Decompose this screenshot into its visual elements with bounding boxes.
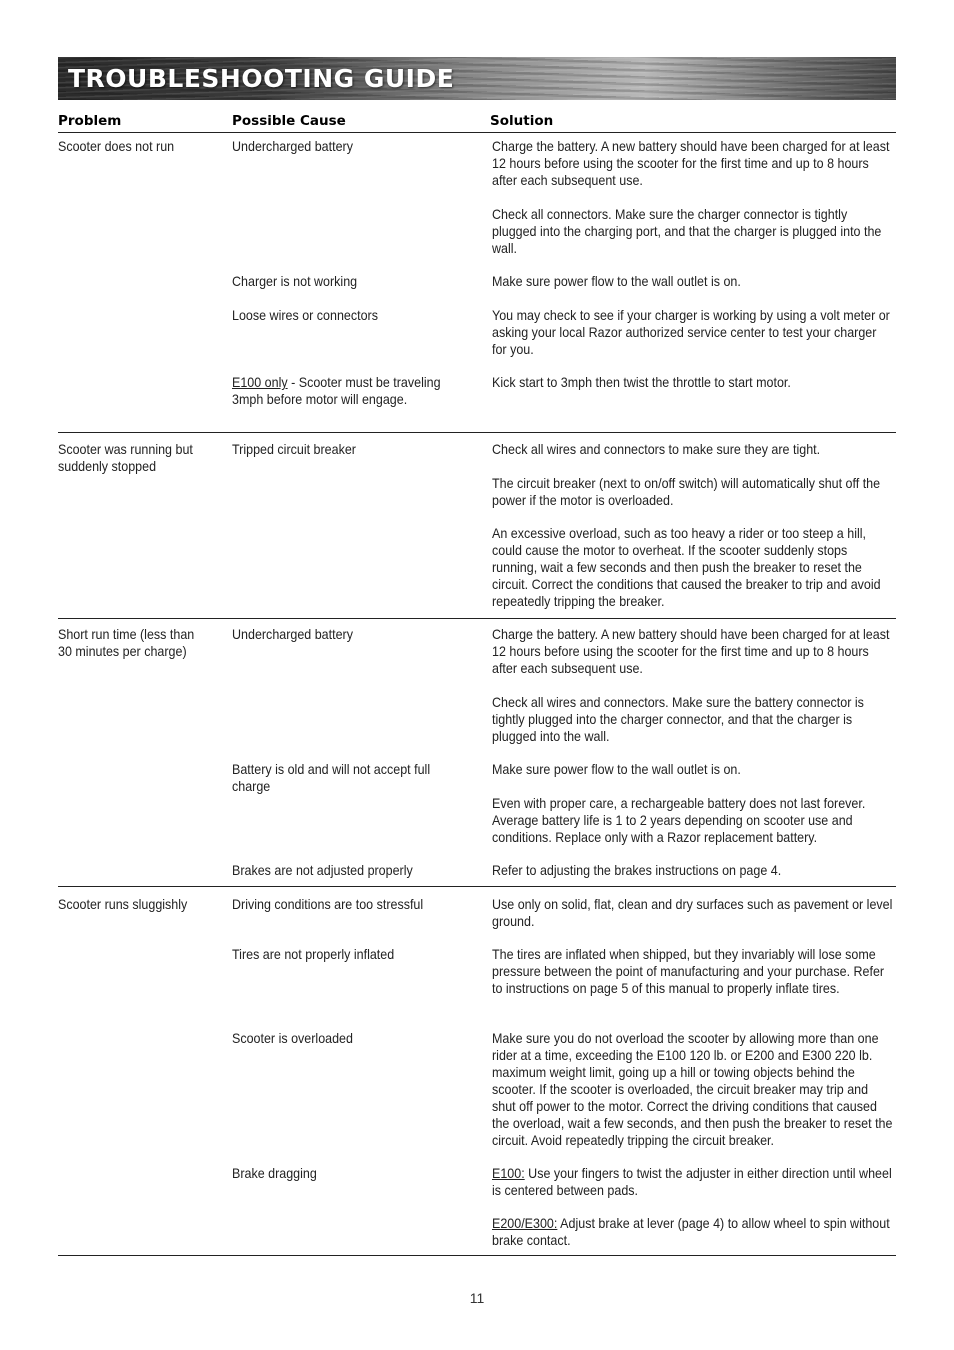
page-title: TROUBLESHOOTING GUIDE [68, 64, 455, 93]
column-header-cause: Possible Cause [232, 113, 346, 129]
row-solution [492, 1215, 893, 1249]
header-divider [58, 132, 896, 133]
row-cause: Undercharged battery [232, 139, 353, 154]
cause-text: - Scooter must be traveling 3mph before motor will engage. [232, 375, 441, 407]
row-divider [58, 886, 896, 887]
row-cause: Loose wires or connectors [232, 308, 378, 323]
row-solution: The circuit breaker (next to on/off switch) will automatically shut off the power if the motor is overloaded. [492, 476, 881, 508]
row-solution: Check all wires and connectors. Make sure the battery connector is tightly plugged into the charger connector, and that the charger is plugged into the wall. [492, 695, 864, 744]
row-solution: Check all connectors. Make sure the charger connector is tightly plugged into the charging port, and that the charger is plugged into the wall. [492, 207, 882, 256]
row-problem: Scooter was running but suddenly stopped [58, 442, 193, 474]
row-solution: Check all wires and connectors to make sure they are tight. [492, 442, 821, 457]
row-solution: The tires are inflated when shipped, but they invariably will lose some pressure between the point of manufacturing and your purchase. Refer to instructions on page 5 of this manual to properly inflate tires. [492, 947, 885, 996]
row-solution: Charge the battery. A new battery should have been charged for at least 12 hours before using the scooter for the first time and up to 8 hours after each subsequent use. [492, 627, 890, 676]
title-banner [58, 57, 896, 100]
row-cause: Scooter is overloaded [232, 1031, 353, 1046]
row-problem: Scooter runs sluggishly [58, 897, 188, 912]
row-cause: Tripped circuit breaker [232, 442, 356, 457]
row-solution: Make sure you do not overload the scooter by allowing more than one rider at a time, exceeding the E100 120 lb. or E200 and E300 220 lb. maximum weight limit, going up a hill or towing objects behind the scooter. If the scooter is overloaded, the circuit breaker may trip and shut off power to the motor. Correct the driving conditions that caused the overload, wait a few seconds, and then push the breaker to reset the circuit. Avoid repeatedly tripping the circuit breaker. [492, 1031, 893, 1148]
row-solution: Refer to adjusting the brakes instructions on page 4. [492, 863, 782, 878]
column-header-solution: Solution [490, 113, 554, 129]
row-problem: Scooter does not run [58, 139, 175, 154]
solution-text: Adjust brake at lever (page 4) to allow wheel to spin without brake contact. [492, 1216, 890, 1248]
row-solution: Make sure power flow to the wall outlet is on. [492, 274, 741, 289]
row-solution: Kick start to 3mph then twist the throttle to start motor. [492, 375, 791, 390]
row-cause: Tires are not properly inflated [232, 947, 395, 962]
row-solution: An excessive overload, such as too heavy a rider or too steep a hill, could cause the motor to overheat. If the scooter suddenly stops running, wait a few seconds and then push the breaker to reset the circuit. Correct the conditions that caused the breaker to trip and avoid repeatedly tripping the breaker. [492, 526, 881, 609]
solution-text: Use your fingers to twist the adjuster in either direction until wheel is centered between pads. [492, 1166, 892, 1198]
row-divider [58, 432, 896, 433]
page-number: 11 [469, 1290, 485, 1306]
row-cause: Battery is old and will not accept full charge [232, 762, 431, 794]
column-header-problem: Problem [58, 113, 122, 129]
row-solution: Charge the battery. A new battery should have been charged for at least 12 hours before using the scooter for the first time and up to 8 hours after each subsequent use. [492, 139, 890, 188]
row-solution: You may check to see if your charger is working by using a volt meter or asking your local Razor authorized service center to test your charger for you. [492, 308, 890, 357]
row-cause: Brake dragging [232, 1166, 317, 1181]
row-cause: Charger is not working [232, 274, 358, 289]
row-solution: Even with proper care, a rechargeable battery does not last forever. Average battery life is 1 to 2 years depending on scooter use and conditions. Replace only with a Razor replacement battery. [492, 796, 866, 845]
model-label: E100 only [232, 375, 288, 390]
row-divider [58, 618, 896, 619]
row-cause: Undercharged battery [232, 627, 353, 642]
row-cause: Brakes are not adjusted properly [232, 863, 413, 878]
row-solution: Use only on solid, flat, clean and dry surfaces such as pavement or level ground. [492, 897, 893, 929]
row-solution [492, 1165, 893, 1199]
row-cause: Driving conditions are too stressful [232, 897, 424, 912]
row-solution: Make sure power flow to the wall outlet is on. [492, 762, 741, 777]
model-label: E100: [492, 1166, 525, 1181]
row-problem: Short run time (less than 30 minutes per charge) [58, 627, 195, 659]
model-label: E200/E300: [492, 1216, 558, 1231]
table-bottom-rule [58, 1255, 896, 1256]
row-cause [232, 374, 457, 408]
